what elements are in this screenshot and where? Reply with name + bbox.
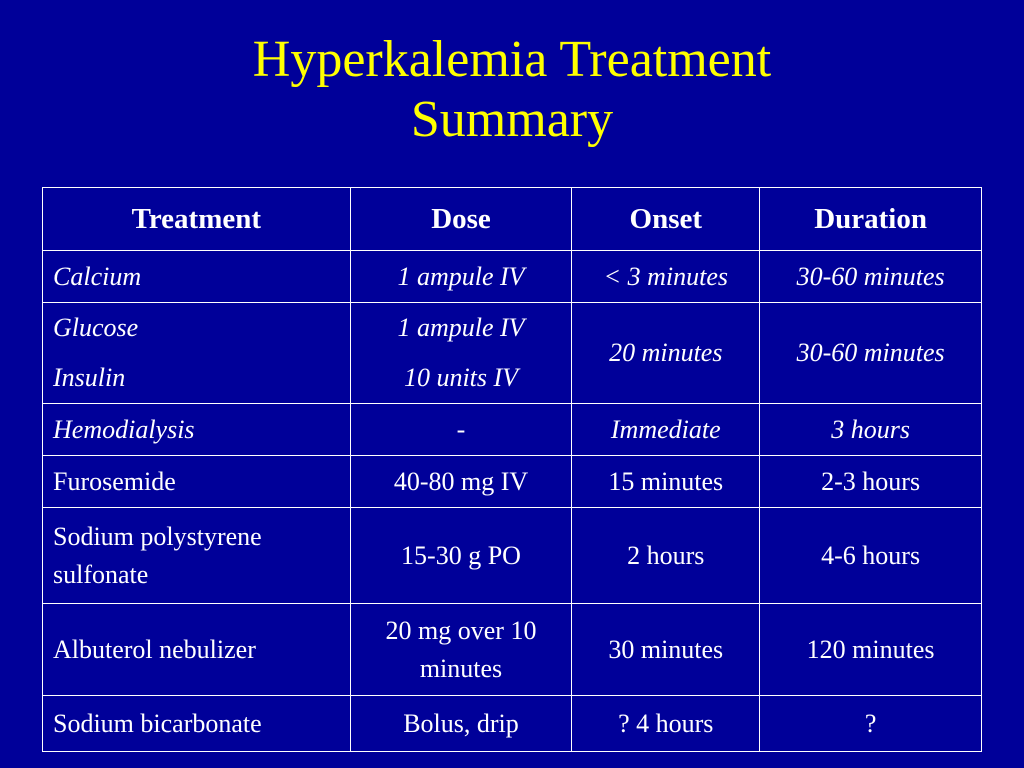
cell-onset: 20 minutes (572, 303, 760, 404)
header-duration: Duration (760, 188, 982, 251)
table-header-row (43, 188, 982, 251)
table-row (43, 404, 982, 456)
cell-duration: ? (760, 696, 982, 752)
cell-dose (350, 303, 572, 404)
cell-duration: 4-6 hours (760, 508, 982, 604)
cell-duration: 120 minutes (760, 604, 982, 696)
cell-dose-line: 1 ampule IV (397, 313, 525, 342)
table-row (43, 456, 982, 508)
treatment-summary-table (42, 187, 982, 752)
cell-dose: - (350, 404, 572, 456)
table-row (43, 303, 982, 404)
cell-dose: 1 ampule IV (350, 251, 572, 303)
cell-treatment-line: Insulin (53, 363, 126, 392)
table-row (43, 508, 982, 604)
slide-title-line-2: Summary (410, 91, 614, 148)
cell-treatment: Sodium bicarbonate (43, 696, 351, 752)
cell-treatment: Calcium (43, 251, 351, 303)
cell-dose: 40-80 mg IV (350, 456, 572, 508)
cell-duration: 3 hours (760, 404, 982, 456)
slide-title-line-1: Hyperkalemia Treatment (252, 31, 772, 88)
cell-dose-line: 10 units IV (403, 363, 519, 392)
table-row (43, 251, 982, 303)
cell-onset: < 3 minutes (572, 251, 760, 303)
header-dose: Dose (350, 188, 572, 251)
cell-dose: 15-30 g PO (350, 508, 572, 604)
slide-title (0, 30, 1024, 150)
cell-treatment-line: Glucose (53, 313, 139, 342)
cell-treatment: Sodium polystyrene sulfonate (43, 508, 351, 604)
cell-onset: 30 minutes (572, 604, 760, 696)
table-row (43, 696, 982, 752)
cell-duration: 30-60 minutes (760, 251, 982, 303)
cell-dose: Bolus, drip (350, 696, 572, 752)
cell-treatment: Furosemide (43, 456, 351, 508)
cell-onset: 15 minutes (572, 456, 760, 508)
cell-duration: 2-3 hours (760, 456, 982, 508)
cell-onset: ? 4 hours (572, 696, 760, 752)
cell-onset: 2 hours (572, 508, 760, 604)
header-treatment: Treatment (43, 188, 351, 251)
table-row (43, 604, 982, 696)
cell-onset: Immediate (572, 404, 760, 456)
cell-treatment (43, 303, 351, 404)
header-onset: Onset (572, 188, 760, 251)
cell-duration: 30-60 minutes (760, 303, 982, 404)
cell-treatment: Albuterol nebulizer (43, 604, 351, 696)
cell-dose: 20 mg over 10 minutes (350, 604, 572, 696)
cell-treatment: Hemodialysis (43, 404, 351, 456)
